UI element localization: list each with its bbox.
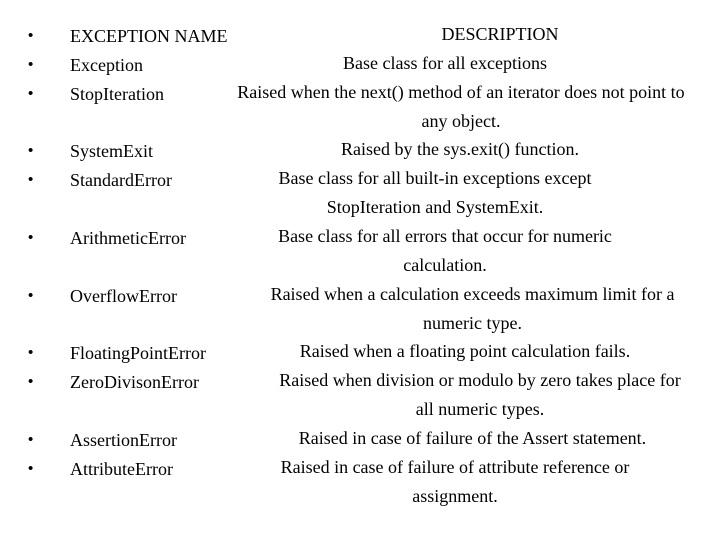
exception-name: StandardError — [70, 170, 172, 190]
exception-name: FloatingPointError — [70, 343, 206, 363]
exception-description: Raised when division or modulo by zero takes place for all numeric types. — [279, 370, 681, 419]
bullet-icon: • — [28, 229, 34, 246]
bullet-icon: • — [28, 27, 34, 44]
bullet-icon: • — [28, 56, 34, 73]
exception-description: Base class for all exceptions — [343, 53, 547, 73]
exception-name: ArithmeticError — [70, 228, 186, 248]
exception-description: Raised when a floating point calculation fails. — [299, 341, 631, 361]
exception-name: ZeroDivisonError — [70, 372, 199, 392]
exception-description: Raised by the sys.exit() function. — [341, 139, 579, 159]
bullet-icon: • — [28, 460, 34, 477]
exception-description: Base class for all errors that occur for numeric calculation. — [278, 226, 612, 275]
bullet-icon: • — [28, 142, 34, 159]
bullet-icon: • — [28, 373, 34, 390]
exception-name: StopIteration — [70, 84, 164, 104]
header-description: DESCRIPTION — [441, 24, 559, 44]
exception-description: Raised when a calculation exceeds maximum limit for a numeric type. — [270, 284, 675, 333]
exception-description: Raised in case of failure of the Assert statement. — [298, 428, 647, 448]
exception-name: AttributeError — [70, 459, 173, 479]
bullet-icon: • — [28, 85, 34, 102]
exception-name: OverflowError — [70, 286, 177, 306]
exception-name: Exception — [70, 55, 143, 75]
exception-name: SystemExit — [70, 141, 154, 161]
header-exception-name: EXCEPTION NAME — [70, 26, 228, 46]
exception-description: Base class for all built-in exceptions except StopIteration and SystemExit. — [278, 168, 592, 217]
exception-description: Raised when the next() method of an iterator does not point to any object. — [237, 82, 685, 131]
bullet-icon: • — [28, 431, 34, 448]
bullet-icon: • — [28, 344, 34, 361]
exception-name: AssertionError — [70, 430, 177, 450]
bullet-icon: • — [28, 287, 34, 304]
bullet-icon: • — [28, 171, 34, 188]
exception-description: Raised in case of failure of attribute reference or assignment. — [280, 457, 630, 506]
